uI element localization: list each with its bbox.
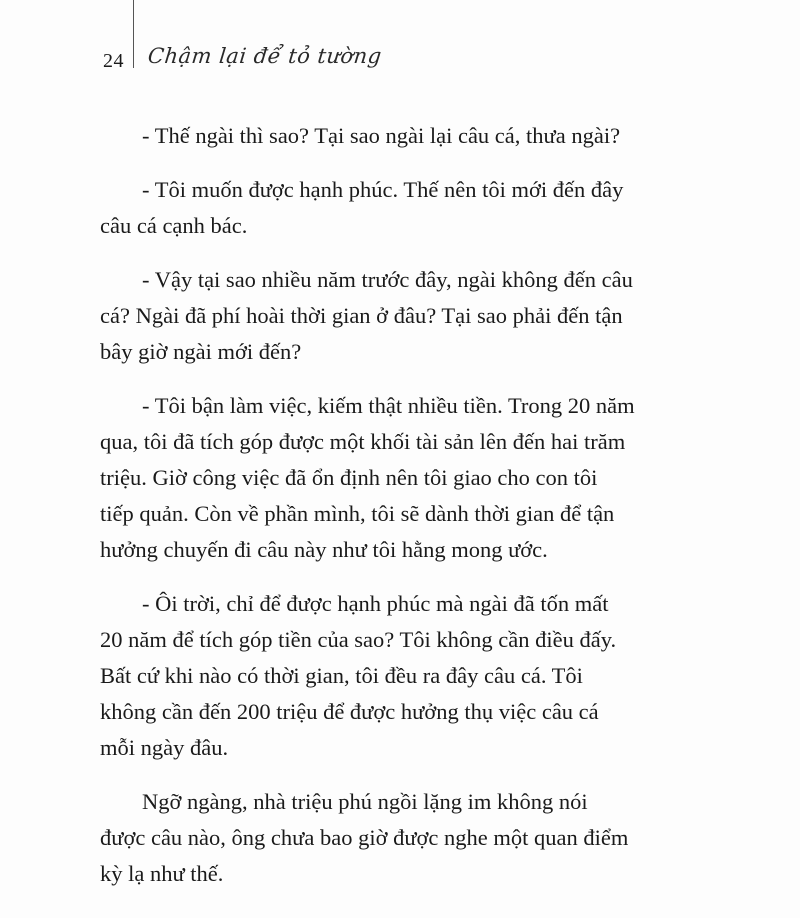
paragraph <box>100 118 700 154</box>
paragraph <box>100 388 700 568</box>
text-line: mỗi ngày đâu. <box>100 735 229 760</box>
text-line: bây giờ ngài mới đến? <box>100 339 302 364</box>
text-line: tiếp quản. Còn về phần mình, tôi sẽ dành thời gian để tận <box>100 501 615 526</box>
text-line: qua, tôi đã tích góp được một khối tài sản lên đến hai trăm <box>100 429 626 454</box>
paragraph <box>100 784 700 892</box>
text-line: - Tôi bận làm việc, kiếm thật nhiều tiền. Trong 20 năm <box>142 393 635 418</box>
text-line: Ngỡ ngàng, nhà triệu phú ngồi lặng im không nói <box>142 789 588 814</box>
text-line: cá? Ngài đã phí hoài thời gian ở đâu? Tại sao phải đến tận <box>100 303 623 328</box>
text-line: - Ôi trời, chỉ để được hạnh phúc mà ngài đã tốn mất <box>142 591 609 616</box>
text-line: 20 năm để tích góp tiền của sao? Tôi không cần điều đấy. <box>100 627 617 652</box>
body-text <box>100 118 700 910</box>
text-line: - Vậy tại sao nhiều năm trước đây, ngài không đến câu <box>142 267 633 292</box>
text-line: hưởng chuyến đi câu này như tôi hằng mong ước. <box>100 537 548 562</box>
paragraph <box>100 172 700 244</box>
text-line: Bất cứ khi nào có thời gian, tôi đều ra đây câu cá. Tôi <box>100 663 583 688</box>
paragraph <box>100 262 700 370</box>
text-line: - Tôi muốn được hạnh phúc. Thế nên tôi mới đến đây <box>142 177 624 202</box>
text-line: - Thế ngài thì sao? Tại sao ngài lại câu cá, thưa ngài? <box>142 123 621 148</box>
header-divider <box>133 0 134 68</box>
page-header <box>103 44 124 78</box>
paragraph <box>100 586 700 766</box>
text-line: được câu nào, ông chưa bao giờ được nghe một quan điểm <box>100 825 629 850</box>
text-line: kỳ lạ như thế. <box>100 861 224 886</box>
running-title: Chậm lại để tỏ tường <box>146 44 383 68</box>
text-line: câu cá cạnh bác. <box>100 213 248 238</box>
text-line: triệu. Giờ công việc đã ổn định nên tôi giao cho con tôi <box>100 465 598 490</box>
text-line: không cần đến 200 triệu để được hưởng thụ việc câu cá <box>100 699 599 724</box>
page-number: 24 <box>103 49 124 72</box>
